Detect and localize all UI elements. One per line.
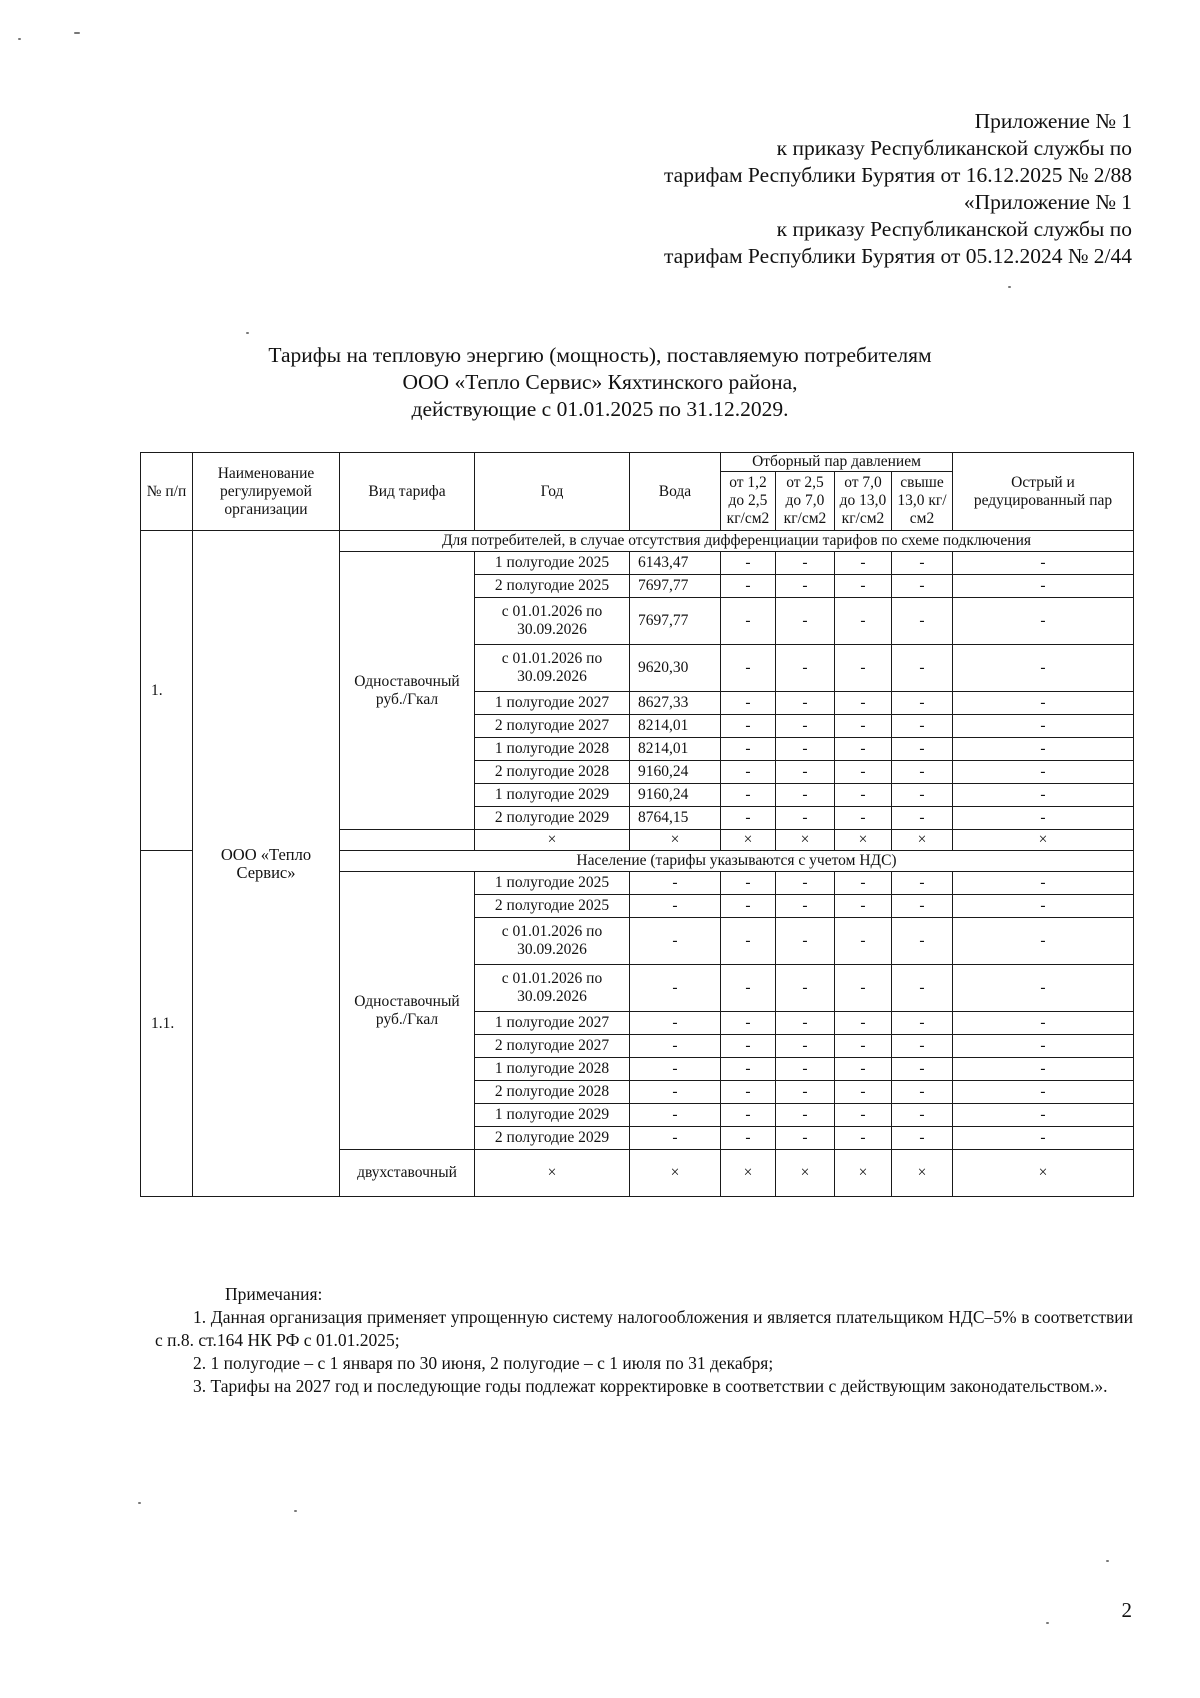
header-acute: Острый и редуцированный пар [953, 453, 1134, 531]
tail-acute-cell: × [953, 1150, 1134, 1197]
steam-1-cell: - [721, 784, 776, 807]
tail-steam-2-cell: × [776, 1150, 835, 1197]
acute-cell: - [953, 552, 1134, 575]
header-org: Наименование регулируемой организации [193, 453, 340, 531]
notes [155, 1283, 1133, 1398]
steam-2-cell: - [776, 895, 835, 918]
steam-1-cell: - [721, 1058, 776, 1081]
steam-4-cell: - [892, 552, 953, 575]
acute-cell: - [953, 692, 1134, 715]
tail-steam-4-cell: × [892, 1150, 953, 1197]
water-cell: - [630, 872, 721, 895]
water-cell: - [630, 965, 721, 1012]
water-cell: - [630, 1058, 721, 1081]
year-cell: 1 полугодие 2025 [475, 872, 630, 895]
note-item: 3. Тарифы на 2027 год и последующие годы подлежат корректировке в соответствии с действующим законодательством.». [193, 1376, 1108, 1396]
year-cell: с 01.01.2026 по 30.09.2026 [475, 918, 630, 965]
water-cell: - [630, 1035, 721, 1058]
water-cell: - [630, 918, 721, 965]
acute-cell: - [953, 872, 1134, 895]
steam-1-cell: - [721, 738, 776, 761]
steam-3-cell: - [835, 1012, 892, 1035]
steam-3-cell: - [835, 761, 892, 784]
steam-3-cell: - [835, 784, 892, 807]
year-cell: с 01.01.2026 по 30.09.2026 [475, 645, 630, 692]
appendix-header [664, 108, 1132, 270]
steam-3-cell: - [835, 1035, 892, 1058]
year-cell: 2 полугодие 2029 [475, 807, 630, 830]
section-number: 1.1. [141, 851, 193, 1197]
acute-cell: - [953, 715, 1134, 738]
tail-acute-cell: × [953, 830, 1134, 851]
acute-cell: - [953, 575, 1134, 598]
acute-cell: - [953, 598, 1134, 645]
acute-cell: - [953, 761, 1134, 784]
tariff-table [140, 452, 1134, 1197]
tail-steam-1-cell: × [721, 830, 776, 851]
steam-1-cell: - [721, 575, 776, 598]
header-steam-3: от 7,0 до 13,0 кг/см2 [835, 472, 892, 531]
steam-2-cell: - [776, 1081, 835, 1104]
acute-cell: - [953, 1058, 1134, 1081]
acute-cell: - [953, 918, 1134, 965]
water-cell: 8214,01 [630, 715, 721, 738]
tail-year-cell: × [475, 1150, 630, 1197]
water-cell: - [630, 1012, 721, 1035]
header-steam-group: Отборный пар давлением [721, 453, 953, 472]
section-caption-row [141, 531, 1134, 552]
steam-1-cell: - [721, 965, 776, 1012]
notes-heading: Примечания: [225, 1284, 323, 1304]
tariff-type: Одноставочный руб./Гкал [340, 872, 475, 1150]
steam-4-cell: - [892, 598, 953, 645]
steam-3-cell: - [835, 575, 892, 598]
organization-name: ООО «Тепло Сервис» [193, 531, 340, 1197]
steam-4-cell: - [892, 1127, 953, 1150]
note-item: 2. 1 полугодие – с 1 января по 30 июня, 2 полугодие – с 1 июля по 31 декабря; [193, 1353, 774, 1373]
tail-tariff-type [340, 830, 475, 851]
water-cell: 9160,24 [630, 761, 721, 784]
water-cell: - [630, 1081, 721, 1104]
year-cell: 1 полугодие 2028 [475, 738, 630, 761]
year-cell: 2 полугодие 2027 [475, 715, 630, 738]
steam-4-cell: - [892, 1104, 953, 1127]
acute-cell: - [953, 1127, 1134, 1150]
steam-2-cell: - [776, 1058, 835, 1081]
steam-2-cell: - [776, 761, 835, 784]
steam-4-cell: - [892, 738, 953, 761]
scan-speck [18, 38, 21, 40]
steam-3-cell: - [835, 738, 892, 761]
steam-2-cell: - [776, 1127, 835, 1150]
steam-4-cell: - [892, 715, 953, 738]
tail-water-cell: × [630, 830, 721, 851]
steam-3-cell: - [835, 1081, 892, 1104]
acute-cell: - [953, 645, 1134, 692]
tail-water-cell: × [630, 1150, 721, 1197]
scan-speck [294, 1510, 297, 1512]
steam-3-cell: - [835, 715, 892, 738]
steam-1-cell: - [721, 598, 776, 645]
year-cell: 2 полугодие 2029 [475, 1127, 630, 1150]
steam-2-cell: - [776, 645, 835, 692]
header-type: Вид тарифа [340, 453, 475, 531]
header-line: Приложение № 1 [974, 109, 1132, 133]
steam-2-cell: - [776, 575, 835, 598]
steam-4-cell: - [892, 1012, 953, 1035]
page-number: 2 [1121, 1598, 1132, 1622]
steam-3-cell: - [835, 918, 892, 965]
scan-speck [1106, 1560, 1109, 1562]
steam-4-cell: - [892, 895, 953, 918]
year-cell: с 01.01.2026 по 30.09.2026 [475, 598, 630, 645]
section-number: 1. [141, 531, 193, 851]
steam-4-cell: - [892, 807, 953, 830]
water-cell: 6143,47 [630, 552, 721, 575]
steam-3-cell: - [835, 1127, 892, 1150]
header-year: Год [475, 453, 630, 531]
steam-1-cell: - [721, 552, 776, 575]
steam-3-cell: - [835, 645, 892, 692]
water-cell: 7697,77 [630, 575, 721, 598]
steam-4-cell: - [892, 761, 953, 784]
header-line: к приказу Республиканской службы по [776, 217, 1132, 241]
steam-2-cell: - [776, 807, 835, 830]
water-cell: 8764,15 [630, 807, 721, 830]
steam-2-cell: - [776, 918, 835, 965]
header-water: Вода [630, 453, 721, 531]
note-item: 1. Данная организация применяет упрощенную систему налогообложения и является плательщиком НДС–5% в соответствии с п.8. ст.164 НК РФ с 01.01.2025; [155, 1307, 1133, 1350]
water-cell: 9620,30 [630, 645, 721, 692]
steam-3-cell: - [835, 1104, 892, 1127]
acute-cell: - [953, 1081, 1134, 1104]
steam-1-cell: - [721, 761, 776, 784]
steam-1-cell: - [721, 1081, 776, 1104]
acute-cell: - [953, 1104, 1134, 1127]
water-cell: 8627,33 [630, 692, 721, 715]
title-line: ООО «Тепло Сервис» Кяхтинского района, [402, 370, 798, 394]
steam-4-cell: - [892, 1081, 953, 1104]
year-cell: 2 полугодие 2028 [475, 761, 630, 784]
tail-year-cell: × [475, 830, 630, 851]
steam-1-cell: - [721, 645, 776, 692]
year-cell: 2 полугодие 2025 [475, 895, 630, 918]
tail-steam-2-cell: × [776, 830, 835, 851]
acute-cell: - [953, 784, 1134, 807]
year-cell: с 01.01.2026 по 30.09.2026 [475, 965, 630, 1012]
acute-cell: - [953, 895, 1134, 918]
steam-2-cell: - [776, 692, 835, 715]
steam-1-cell: - [721, 715, 776, 738]
header-line: к приказу Республиканской службы по [776, 136, 1132, 160]
steam-2-cell: - [776, 738, 835, 761]
year-cell: 1 полугодие 2029 [475, 1104, 630, 1127]
header-line: тарифам Республики Бурятия от 16.12.2025 № 2/88 [664, 163, 1132, 187]
tariff-type: Одноставочный руб./Гкал [340, 552, 475, 830]
scan-speck [1008, 286, 1011, 288]
header-steam-4: свыше 13,0 кг/см2 [892, 472, 953, 531]
scan-speck [138, 1502, 141, 1504]
steam-3-cell: - [835, 872, 892, 895]
acute-cell: - [953, 738, 1134, 761]
steam-3-cell: - [835, 1058, 892, 1081]
year-cell: 1 полугодие 2028 [475, 1058, 630, 1081]
water-cell: 8214,01 [630, 738, 721, 761]
document-title [0, 342, 1200, 423]
steam-2-cell: - [776, 552, 835, 575]
year-cell: 2 полугодие 2027 [475, 1035, 630, 1058]
steam-1-cell: - [721, 1104, 776, 1127]
steam-1-cell: - [721, 1127, 776, 1150]
water-cell: 9160,24 [630, 784, 721, 807]
acute-cell: - [953, 807, 1134, 830]
tail-tariff-type: двухставочный [340, 1150, 475, 1197]
steam-2-cell: - [776, 715, 835, 738]
year-cell: 1 полугодие 2027 [475, 692, 630, 715]
water-cell: - [630, 1104, 721, 1127]
scan-speck [246, 332, 249, 334]
section-caption: Для потребителей, в случае отсутствия дифференциации тарифов по схеме подключения [340, 531, 1134, 552]
steam-3-cell: - [835, 895, 892, 918]
steam-4-cell: - [892, 692, 953, 715]
steam-1-cell: - [721, 692, 776, 715]
water-cell: 7697,77 [630, 598, 721, 645]
steam-2-cell: - [776, 598, 835, 645]
steam-4-cell: - [892, 872, 953, 895]
steam-1-cell: - [721, 1012, 776, 1035]
steam-2-cell: - [776, 1035, 835, 1058]
steam-2-cell: - [776, 784, 835, 807]
steam-4-cell: - [892, 1058, 953, 1081]
water-cell: - [630, 895, 721, 918]
tail-steam-1-cell: × [721, 1150, 776, 1197]
steam-1-cell: - [721, 895, 776, 918]
header-line: «Приложение № 1 [963, 190, 1132, 214]
acute-cell: - [953, 1012, 1134, 1035]
scan-speck [1046, 1622, 1049, 1624]
year-cell: 1 полугодие 2029 [475, 784, 630, 807]
steam-4-cell: - [892, 645, 953, 692]
water-cell: - [630, 1127, 721, 1150]
section-caption: Население (тарифы указываются с учетом НДС) [340, 851, 1134, 872]
year-cell: 1 полугодие 2025 [475, 552, 630, 575]
steam-4-cell: - [892, 918, 953, 965]
steam-2-cell: - [776, 1012, 835, 1035]
steam-1-cell: - [721, 807, 776, 830]
title-line: действующие с 01.01.2025 по 31.12.2029. [411, 397, 789, 421]
steam-4-cell: - [892, 965, 953, 1012]
tail-steam-4-cell: × [892, 830, 953, 851]
steam-3-cell: - [835, 552, 892, 575]
header-line: тарифам Республики Бурятия от 05.12.2024 № 2/44 [664, 244, 1132, 268]
acute-cell: - [953, 1035, 1134, 1058]
tariff-table-body [141, 531, 1134, 1197]
steam-2-cell: - [776, 965, 835, 1012]
header-steam-2: от 2,5 до 7,0 кг/см2 [776, 472, 835, 531]
tail-steam-3-cell: × [835, 830, 892, 851]
steam-4-cell: - [892, 784, 953, 807]
year-cell: 1 полугодие 2027 [475, 1012, 630, 1035]
acute-cell: - [953, 965, 1134, 1012]
year-cell: 2 полугодие 2025 [475, 575, 630, 598]
steam-4-cell: - [892, 575, 953, 598]
steam-3-cell: - [835, 598, 892, 645]
year-cell: 2 полугодие 2028 [475, 1081, 630, 1104]
steam-2-cell: - [776, 872, 835, 895]
header-num: № п/п [141, 453, 193, 531]
steam-3-cell: - [835, 692, 892, 715]
steam-2-cell: - [776, 1104, 835, 1127]
steam-1-cell: - [721, 872, 776, 895]
header-steam-1: от 1,2 до 2,5 кг/см2 [721, 472, 776, 531]
steam-4-cell: - [892, 1035, 953, 1058]
tail-steam-3-cell: × [835, 1150, 892, 1197]
title-line: Тарифы на тепловую энергию (мощность), поставляемую потребителям [268, 343, 932, 367]
steam-3-cell: - [835, 965, 892, 1012]
scan-speck [74, 32, 80, 34]
steam-3-cell: - [835, 807, 892, 830]
steam-1-cell: - [721, 918, 776, 965]
steam-1-cell: - [721, 1035, 776, 1058]
